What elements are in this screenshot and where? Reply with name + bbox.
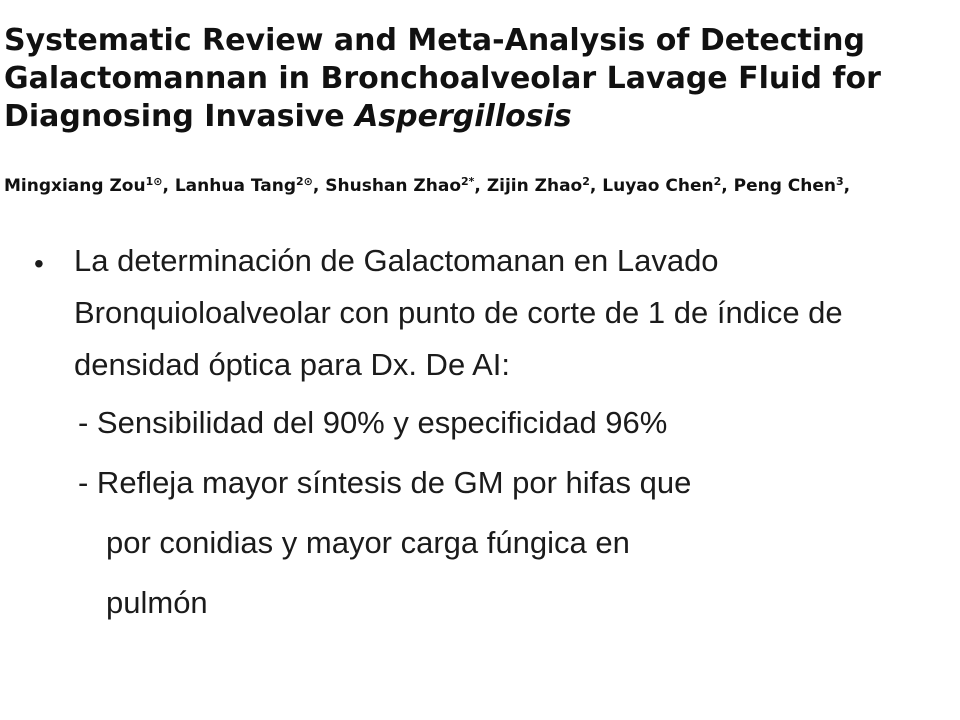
author: Zijin Zhao$^2$,: [486, 175, 603, 196]
paper-title-line-3: [4, 98, 954, 136]
sub-point-synthesis-line-3: pulmón: [106, 585, 208, 620]
author-list: [4, 170, 954, 202]
sub-point-synthesis-line-1: - Refleja mayor síntesis de GM por hifas que: [78, 465, 692, 500]
author: Peng Chen$^3$,: [733, 175, 851, 196]
sub-point-sensitivity: - Sensibilidad del 90% y especificidad 96%: [78, 405, 668, 440]
paper-title-italic: Aspergillosis: [355, 99, 572, 134]
bullet-paragraph: La determinación de Galactomanan en Lavado Bronquioloalveolar con punto de corte de 1 de índice de densidad óptica para Dx. De AI:: [74, 243, 843, 382]
author: Lanhua Tang$^{2⊙}$,: [174, 175, 326, 196]
paper-title-line-1: Systematic Review and Meta-Analysis of Detecting: [4, 23, 865, 58]
paper-title: [4, 22, 954, 136]
author: Luyao Chen$^2$,: [602, 175, 734, 196]
paper-title-line-3-prefix: Diagnosing Invasive: [4, 99, 356, 134]
bullet-marker: •: [34, 248, 44, 279]
author: Shushan Zhao$^{2*}$,: [325, 175, 487, 196]
sub-point-synthesis-line-2: por conidias y mayor carga fúngica en: [106, 525, 630, 560]
paper-title-line-2: Galactomannan in Bronchoalveolar Lavage Fluid for: [4, 61, 881, 96]
author: Mingxiang Zou$^{1⊙}$,: [4, 175, 175, 196]
